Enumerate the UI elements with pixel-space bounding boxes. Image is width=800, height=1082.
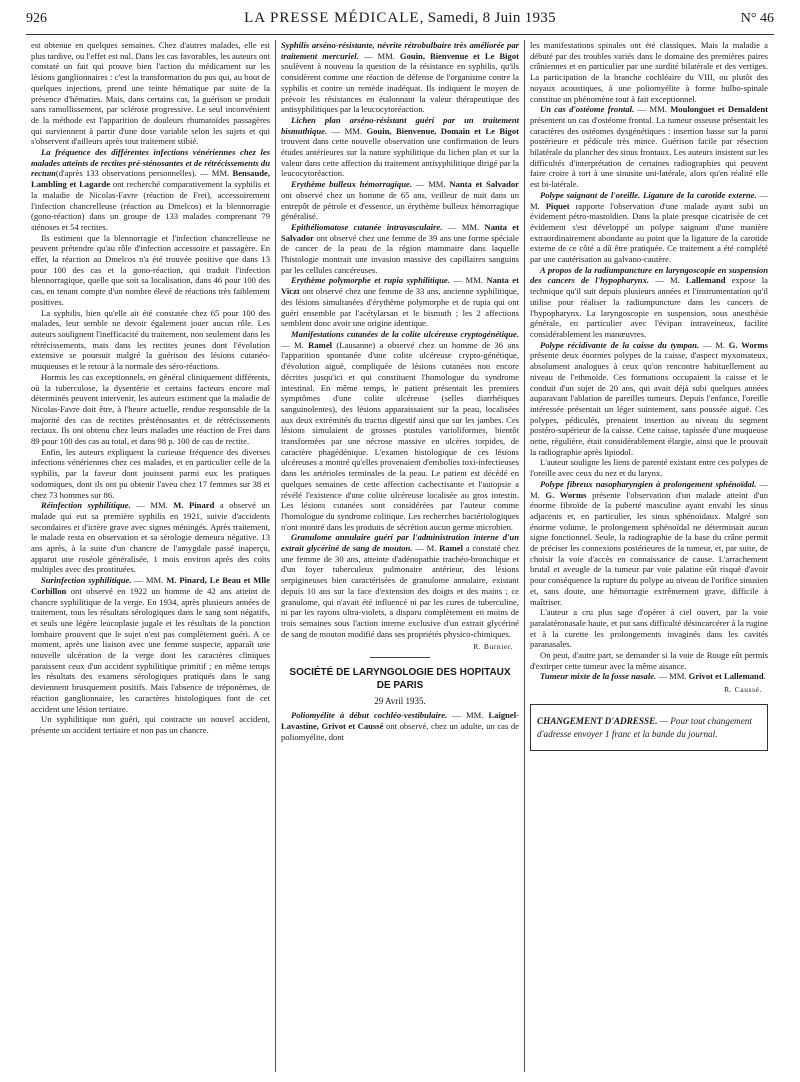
col1-paragraphs [31,40,270,736]
paragraph-authors: M. Pinard, Le Beau et Mlle Corbillon [31,575,270,596]
paragraph-text: — MM. [130,500,174,511]
journal-name: LA PRESSE MÉDICALE [244,10,420,26]
paragraph-title: La fréquence des différentes infections vénériennes chez les malades atteints de rectites pré-sténosantes et de rétrécissements du rectum [31,147,270,179]
paragraph [281,329,519,532]
paragraph-authors: Piquet [545,200,570,211]
paragraph-title: Lichen plan arséno-résistant guéri par un traitement bismuthique. [281,114,519,136]
paragraph [281,710,519,742]
paragraph-text: Ils estiment que la blennorragie et l'infection chancrelleuse ne peuvent prétendre qu'au rôle d'infection accessoire et passagère. En effet, la réaction au Dmelcos n'a été trouvée positive que dans 13 pour 100 des cas et la gono-réaction, qui traduit l'infection blennorragique, quelle que soit sa localisation, dans 46 pour 100 des cas, en tenant compte d'un nombre élevé de réactions très faiblement positives. [31,232,270,307]
paragraph-authors: Moulonguet et Demaldent [670,104,768,115]
paragraph-body: trouvent dans cette nouvelle observation une confirmation de leurs études antérieures sur la nature syphilitique du lichen plan et sur la valeur dans cette affection du traitement antisyphilitique dirigé par la leucocytoréaction. [281,136,519,179]
paragraph-authors: Nanta et Viczt [281,275,519,297]
paragraph [31,308,270,372]
paragraph-title: Erythème polymorphe et rupia syphilitique. [291,275,450,286]
paragraph [281,532,519,639]
paragraph-body: ont observé en 1922 un homme de 42 ans atteint de chancre syphilitique de la verge. En 1934, après plusieurs années de traitement, tous les résultats sérologiques dans le sang sont négatifs, et seuls une légère leucoplasie jugale et les résultats de la ponction lombaire prouvent que le sujet n'est pas complètement guéri. A ce moment, après une liaison avec une femme suspecte, apparaît une nouvelle ulcération de la verge dont les caractères cliniques paraissent ceux d'un accident syphilitique primitif ; en même temps les résultats des examens sérologiques pratiqués dans le sang deviennent brusquement positifs. Mais l'absence de tréponèmes, de réaction ganglionnaire, les caractères histologiques font de cet accident une lésion tertiaire. [31,585,270,714]
paragraph-authors: Ramel [439,543,463,554]
paragraph-body: ont observé, chez un adulte, un cas de poliomyélite, dont [281,721,519,742]
paragraph-title: Réinfection syphilitique. [41,500,131,511]
paragraph-text: L'auteur souligne les liens de parenté existant entre ces polypes de l'oreille avec ceux du nez et du larynx. [530,457,768,479]
notice-body: — Pour tout changement d'adresse envoyer 1 franc et la bande du journal. [537,716,752,739]
paragraph-title: A propos de la radiumpuncture en laryngoscopie en suspension des cancers de l'hypopharynx. [530,264,768,286]
paragraph-title: Poliomyélite à début cochléo-vestibulaire. [291,710,448,721]
paragraph [31,147,270,233]
paragraph [281,222,519,276]
paragraph-text: (d'après 133 observations personnelles). — MM. [55,168,233,179]
paragraph-text: Hormis les cas exceptionnels, en général cliniquement différents, où la tuberculose, la dysentérie et certains facteurs encore mal déterminés peuvent intervenir, les auteurs estiment que la maladie de Nicolas-Favre doit être, à l'heure actuelle, rendue responsable de la majorité des cas de rectites présténosantes et de rétrécissements rectaux. Ils ont obtenu chez leurs malades une réaction de Frei dans 89 pour 100 des cas au total, et dans 98 p. 100 de cas de rectite. [31,371,270,447]
column-2 [275,40,524,1072]
col2-signature: R. Burnier. [473,642,513,652]
paragraph-title: Un cas d'ostéome frontal. [540,104,635,115]
paragraph-body: ont observé chez un homme de 65 ans, veilleur de nuit dans un entrepôt de pétrole et d'essence, un érythème bulleux hémorragique généralisé. [281,189,519,222]
session-date: 29 Avril 1935. [374,696,426,707]
paragraph-text: Enfin, les auteurs expliquent la curieuse fréquence des diverses infections vénériennes chez ces malades, et en particulier celle de la syphilis, par la faveur dont jouissent parmi eux les pratiques sodomiques, dont ils ont pu obtenir l'aveu chez 17 femmes sur 38 et chez 73 hommes sur 86. [31,446,270,500]
paragraph [530,457,768,478]
paragraph-authors: Lallemand [685,275,726,286]
issue-date: Samedi, 8 Juin 1935 [427,10,556,26]
article-columns [26,40,774,1072]
paragraph-text: — M. [412,543,440,554]
header-rule [26,34,774,35]
journal-title: LA PRESSE MÉDICALE, Samedi, 8 Juin 1935 [244,10,556,26]
paragraph [31,575,270,714]
society-heading: SOCIÉTÉ DE LARYNGOLOGIE DES HOPITAUX DE PARIS [289,667,511,692]
paragraph [530,190,768,265]
address-change-notice [530,704,768,751]
paragraph-title: Polype récidivante de la caisse du tympan. [540,339,700,350]
paragraph-text: — M. [281,339,309,350]
paragraph-body: . [763,671,766,682]
paragraph-text: — MM. [411,179,450,190]
paragraph-body: a constaté chez une femme de 30 ans, atteinte d'adénopathie trachéo-bronchique et d'un foyer tuberculeux pulmonaire antérieur, des lésions serpigineuses bien caractérisées de granulome annulaire, existant depuis 10 ans sur la face d'extension des doigts et des mains ; ce granulome, qui n'avait été influencé ni par les cures de tuberculine, ni par les rayons ultra-violets, a disparu complètement en moins de trois semaines sous l'action interne exclusive d'un extrait glycériné de sang de mouton modifié dans ses propriétés physico-chimiques. [281,543,519,639]
paragraph-authors: Grivot et Lallemand [688,671,764,682]
paragraph-text: — M. [649,275,686,286]
paragraph [530,340,768,458]
paragraph-text: — MM. [634,104,671,115]
col2-paragraphs [281,40,519,639]
paragraph-text: — MM. [447,710,489,721]
paragraph-text: — MM. [449,275,487,286]
paragraph [31,500,270,575]
paragraph-title: Tumeur mixte de la fosse nasale. [540,671,657,682]
paragraph-text: — M. [699,339,729,350]
paragraph-text: On peut, d'autre part, se demander si la voie de Rouge eût permis d'extirper cette tumeur avec la même aisance. [530,650,768,671]
paragraph-text: — MM. [358,50,400,61]
paragraph [31,233,270,308]
paragraph [530,104,768,190]
page-number: 926 [26,11,47,26]
paragraph-title: Granulome annulaire guéri par l'administration interne d'un extrait glycériné de sang de mouton. [281,532,519,554]
col3-paragraphs [530,40,768,682]
paragraph-body: ont observé chez une femme de 33 ans, ancienne syphilitique, des lésions simultanées d'érythème polymorphe et de rupia qui ont guéri ensemble par l'acétylarsan et le bismuth ; les 2 affections semblent donc avoir une origine identique. [281,286,519,329]
paragraph-text: — MM. [656,671,689,682]
paragraph [281,40,519,115]
paragraph [31,447,270,501]
paragraph-authors: M. Pinard [173,500,215,511]
paragraph-title: Epithéliomatose cutanée intravasculaire. [291,221,443,232]
paragraph-title: Polype saignant de l'oreille. Ligature de la carotide externe. [540,189,757,200]
paragraph [530,671,768,682]
paragraph [31,714,270,735]
paragraph-authors: Gouin, Bienvenue et Le Bigot [399,50,520,61]
paragraph-authors: G. Worms [545,489,587,500]
paragraph-body: expose la technique qu'il suit depuis plusieurs années et l'instrumentation qu'il utilise pour réaliser la radiumpuncture dans les cancers de l'hypopharynx. La laryngoscopie en suspension, sous anesthésie générale, en particulier avec l'évipan intraveineux, facilite considérablement les manœuvres. [530,275,768,339]
paragraph-text: — M. [530,478,768,500]
paragraph [530,479,768,607]
column-1 [26,40,275,1072]
col3-signature: R. Caussé. [724,685,762,695]
paragraph [530,650,768,671]
paragraph-authors: Ramel [308,339,333,350]
paragraph-text: La syphilis, bien qu'elle ait été constatée chez 65 pour 100 des malades, leur semble ne devoir également jouer aucun rôle. Les auteurs soulignent l'inefficacité du traitement, non seulement dans les rétrécissements, mais dans les rectites jeunes dont l'évolution extensive se poursuit malgré la guérison des lésions cutanéo-muqueuses et le retour à la normale des séro-réactions. [31,307,270,372]
paragraph-body: (Lausanne) a observé chez un homme de 36 ans l'apparition spontanée d'une colite ulcéreuse crypto-génétique, d'évolution aiguë, compliquée de lésions cutanées non encore décrites jusqu'ici et qui constituent l'homologue du syndrome intestinal. En même temps, le patient présentait les premiers symptômes d'une colite ulcéreuse (selles diarrhéiques sanguinolentes), des lésions apparaissaient sur la peau, localisées aux deux extrémités du tractus digestif ainsi que sur les jambes. Ces lésions simulaient de grosses pustules varioliformes, bientôt transformées par une nécrose massive en ulcères torpides, de caractère phagédénique. L'examen histologique de ces lésions ulcéreuses a montré qu'elles provenaient d'embolies toxi-infectieuses dans les artérioles terminales de la peau. Le patient est décédé en quelques semaines de cette affection cachectisante et l'autopsie a révélé l'existence d'une colite ulcéreuse localisée au gros intestin. Les lésions cutanées sont considérées par l'auteur comme l'homologue du syndrome colitique. Les recherches bactériologiques n'ont montré dans les produits de sécrétion aucun germe microbien. [281,339,519,532]
column-3 [524,40,773,1072]
issue-number: N° 46 [740,11,774,26]
paragraph [530,265,768,340]
paragraph-text: Un syphilitique non guéri, qui contracte un nouvel accident, présente un accident tertiaire et non pas un chancre. [31,714,270,735]
paragraph-authors: G. Worms [728,339,768,350]
paragraph-body: présente deux énormes polypes de la caisse, d'aspect myxomateux, absolument analogues à ceux qu'on rencontre habituellement au niveau de l'ethmoïde. Ces formations occupaient la caisse et le conduit d'un sujet de 20 ans, qui avait déjà subi quelques années auparavant l'ablation de pareilles tumeurs. Depuis l'enfance, l'oreille intéressée présentait un léger suintement, sans poussée aiguë. Ces polypes, pédiculés, prenaient insertion au niveau du segment postéro-supérieur de la caisse. Cette caisse, tapissée d'une muqueuse nette, régulière, était considérablement élargie, ainsi que le prouvait la radiographie après lipiodol. [530,350,768,457]
paragraph-text: — MM. [442,221,485,232]
paragraph [31,372,270,447]
paragraph-text: — MM. [131,575,167,586]
paragraph [281,115,519,179]
paragraph-body: rapporte l'observation d'une malade ayant subi un évidement pétro-mastoïdien. Dans la plaie presque cicatrisée de cet évidement s'est développé un polype saignant d'une manière extraordinairement abondante au point que la ligature de la carotide externe de ce côté a dû être pratiquée. Ce traitement a été complété par une cautérisation au galvano-cautère. [530,200,768,265]
paragraph-text: L'auteur a cru plus sage d'opérer à ciel ouvert, par la voie paralatéronasale haute, et put sans difficulté désincarcérer à la rugine et à la curette les prolongements invaginés dans les cavités paranasales. [530,607,768,650]
paragraph-title: Manifestations cutanées de la colite ulcéreuse cryptogénétique. [291,328,519,339]
paragraph-body: a observé un malade qui eut sa première syphilis en 1921, suivie d'accidents secondaires et d'ictère grave avec signes méningés. Après traitement, le malade resta en observation et sa sérologie demeura négative. 13 ans après, à la suite d'un chancre de l'amygdale passé inaperçu, apparut une roséole généralisée, 1 mois environ après des coïts multiples avec des prostituées. [31,500,270,575]
col2-after-paragraphs [281,710,519,742]
paragraph-body: ont observé chez une femme de 39 ans une forme spéciale de cancer de la peau de la région mammaire dans laquelle l'histologie montrait une invasion massive des capillaires sanguins par les cellules cancéreuses. [281,232,519,275]
paragraph-authors: Bensaude, Lambling et Lagarde [31,168,270,190]
paragraph-text: — MM. [327,125,367,136]
paragraph [281,179,519,222]
paragraph-body: soulèvent à nouveau la question de la résistance en syphilis, qu'ils considèrent comme une réaction de défense de l'organisme contre la syphilis et contre un remède inadéquat. Ils indiquent le moyen de prévoir les résistances en étalonnant la valeur thérapeutique des antisyphilitiques par la leucocytoréaction. [281,61,519,115]
paragraph-title: Surinfection syphilitique. [41,575,132,586]
paragraph-authors: Gouin, Bienvenue, Domain et Le Bigot [366,125,519,136]
paragraph-body: ont recherché comparativement la syphilis et la maladie de Nicolas-Favre (réaction de Frei), accessoirement l'infection chancrelleuse (réaction au Dmelcos) et la blennorragie (gono-réaction) dans un groupe de 133 malades comprenant 79 sténoses et 54 rectites. [31,179,271,232]
paragraph [530,40,768,104]
paragraph-body: présente l'observation d'un malade atteint d'un énorme fibroïde de la puberté masculine ayant envahi les sinus adjacents et, en particulier, les sinus sphénoïdaux. Malgré son énorme volume, le prolongement sphénoïdal ne déterminait aucun signe fonctionnel. Seule, la radiographie de la base du crâne permit de préciser les connexions postérieures de la tumeur, et, par suite, de choisir la voie d'accès en connaissance de cause. L'arrachement brutal et aveugle de la tumeur par voie palatine eût risqué d'avoir pour conséquence la rupture du polype au niveau de l'orifice sinusien et, sans doute, une hémorragie extrêmement grave, difficile à maîtriser. [530,489,768,607]
notice-text [537,715,761,740]
paragraph [530,607,768,650]
section-separator [370,657,430,658]
paragraph-body: présentent un cas d'ostéome frontal. La tumeur osseuse présentait les caractères des ostéomes dysgénétiques : insertion basse sur la paroi postérieure et pédicule très mince. Guérison facile par résection bilatérale du plancher des sinus frontaux. Les auteurs insistent sur les difficultés d'interprétation de certaines radiographies qui peuvent faire croire à tort à une sinusite uni-latérale, alors qu'en réalité elle est bi-latérale. [530,114,768,190]
paragraph-authors: Laignel-Lavastine, Grivot et Caussé [281,710,519,732]
paragraph-authors: Nanta et Salvador [281,221,519,243]
paragraph [31,40,270,147]
page-header [26,10,774,36]
paragraph-title: Erythème bulleux hémorragique. [291,179,412,190]
notice-title: CHANGEMENT D'ADRESSE. [537,716,658,727]
paragraph-text: — M. [530,189,768,211]
paragraph-title: Syphilis arséno-résistante, névrite rétrobulbaire très améliorée par traitement mercuriel. [281,40,519,61]
paragraph-text: les manifestations spinales ont été classiques. Mais la maladie a débuté par des troubles variés dans le domaine des premières paires crâniennes et en particulier par une surdité bilatérale et des vertiges. La participation de la branche cochléaire du VIII, ou plutôt des noyaux acoustiques, à une poliomyélite à forme bulbo-spinale constitue un phénomène tout à fait exceptionnel. [530,40,768,104]
paragraph [281,275,519,329]
paragraph-title: Polype fibreux nasopharyngien à prolongement sphénoïdal. [540,478,757,489]
paragraph-authors: Nanta et Salvador [449,179,519,190]
paragraph-text: est obtenue en quelques semaines. Chez d'autres malades, elle est plus tardive, ou l'effet est nul. Dans les cas favorables, les auteurs ont constaté un fait qui prouve bien l'action du médicament sur les lésions ganglionnaires : c'est la transformation du pus qui, au bout de quelques injections, prend une teinte hématique par suite de la présence d'hématies. Mais, dans certains cas, la guérison se produit sans ramollissement, par sclérose progressive. Le seul inconvénient de la méthode est l'apparition de douleurs rhumatoïdes passagères qui surviennent à partir d'une dose variable selon les sujets et qui s'observent d'ailleurs après tout traitement stibié. [31,40,270,147]
